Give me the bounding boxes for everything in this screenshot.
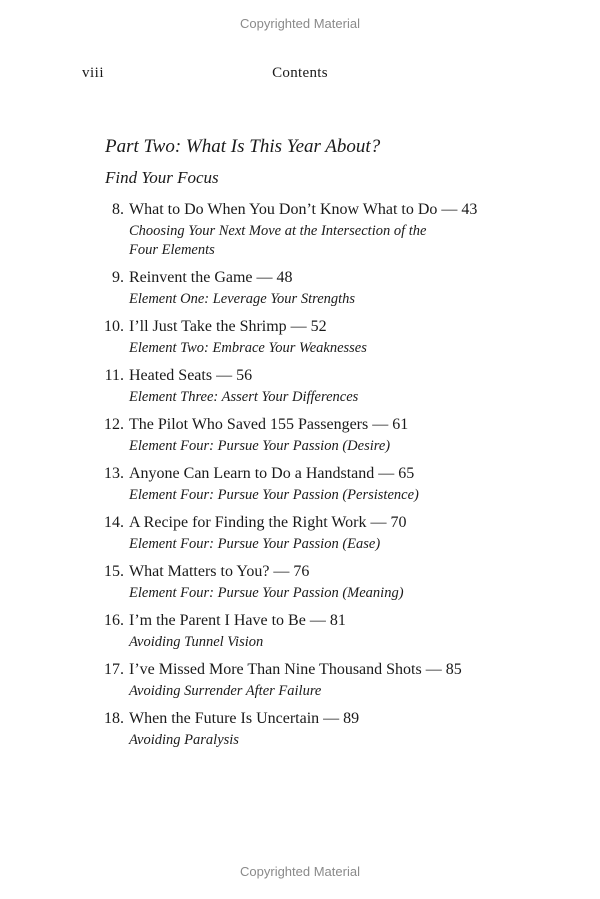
toc-entry[interactable] xyxy=(0,658,600,701)
entry-subtitle: Element Four: Pursue Your Passion (Desire) xyxy=(129,438,391,454)
toc-entries xyxy=(0,198,600,756)
toc-entry[interactable] xyxy=(0,560,600,603)
page-number: viii xyxy=(82,65,105,81)
toc-entry[interactable] xyxy=(0,315,600,358)
entry-title[interactable]: A Recipe for Finding the Right Work — 70 xyxy=(129,514,407,531)
entry-number: 9. xyxy=(112,269,124,286)
entry-subtitle: Element One: Leverage Your Strengths xyxy=(129,291,356,307)
entry-title[interactable]: The Pilot Who Saved 155 Passengers — 61 xyxy=(129,416,409,433)
entry-number: 17. xyxy=(104,661,124,678)
entry-number: 12. xyxy=(104,416,124,433)
entry-number: 11. xyxy=(104,367,124,384)
entry-number: 14. xyxy=(104,514,124,531)
entry-number: 13. xyxy=(104,465,124,482)
entry-title[interactable]: What Matters to You? — 76 xyxy=(129,563,310,580)
entry-subtitle: Element Three: Assert Your Differences xyxy=(129,389,359,405)
entry-subtitle: Choosing Your Next Move at the Intersection of the Four Elements xyxy=(129,223,427,258)
entry-number: 8. xyxy=(112,201,124,218)
entry-title[interactable]: I’ve Missed More Than Nine Thousand Shots — 85 xyxy=(129,661,462,678)
entry-title[interactable]: When the Future Is Uncertain — 89 xyxy=(129,710,360,727)
entry-title[interactable]: What to Do When You Don’t Know What to Do — 43 xyxy=(129,201,478,218)
toc-entry[interactable] xyxy=(0,364,600,407)
entry-number: 15. xyxy=(104,563,124,580)
entry-subtitle: Element Four: Pursue Your Passion (Meaning) xyxy=(129,585,404,601)
part-title: Part Two: What Is This Year About? xyxy=(105,136,381,157)
toc-entry[interactable] xyxy=(0,266,600,309)
entry-subtitle: Element Four: Pursue Your Passion (Persistence) xyxy=(129,487,419,503)
toc-entry[interactable] xyxy=(0,198,600,260)
entry-subtitle: Avoiding Tunnel Vision xyxy=(129,634,264,650)
entry-title[interactable]: Anyone Can Learn to Do a Handstand — 65 xyxy=(129,465,415,482)
entry-number: 16. xyxy=(104,612,124,629)
section-title: Find Your Focus xyxy=(105,168,219,187)
running-head: Contents xyxy=(272,65,328,81)
entry-subtitle: Avoiding Surrender After Failure xyxy=(129,683,322,699)
toc-entry[interactable] xyxy=(0,511,600,554)
entry-title[interactable]: Reinvent the Game — 48 xyxy=(129,269,293,286)
entry-title[interactable]: Heated Seats — 56 xyxy=(129,367,253,384)
entry-title[interactable]: I’m the Parent I Have to Be — 81 xyxy=(129,612,346,629)
entry-subtitle: Element Four: Pursue Your Passion (Ease) xyxy=(129,536,381,552)
toc-entry[interactable] xyxy=(0,462,600,505)
watermark-bottom: Copyrighted Material xyxy=(240,864,360,879)
toc-entry[interactable] xyxy=(0,609,600,652)
toc-entry[interactable] xyxy=(0,413,600,456)
entry-number: 10. xyxy=(104,318,124,335)
watermark-top: Copyrighted Material xyxy=(240,16,360,31)
toc-entry[interactable] xyxy=(0,707,600,750)
entry-number: 18. xyxy=(104,710,124,727)
entry-title[interactable]: I’ll Just Take the Shrimp — 52 xyxy=(129,318,327,335)
entry-subtitle: Element Two: Embrace Your Weaknesses xyxy=(129,340,367,356)
entry-subtitle: Avoiding Paralysis xyxy=(129,732,239,748)
